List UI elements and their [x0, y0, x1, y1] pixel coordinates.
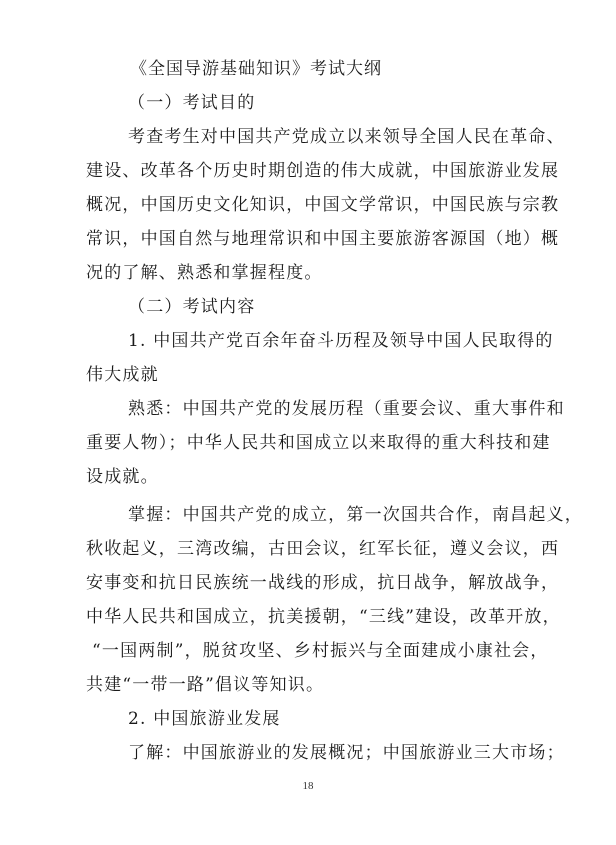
item-heading-tourism: 2. 中国旅游业发展 [128, 709, 281, 729]
paragraph-line: 秋收起义，三湾改编，古田会议，红军长征，遵义会议，西 [86, 539, 560, 559]
page-number: 18 [302, 780, 314, 792]
paragraph-line: 安事变和抗日民族统一战线的形成，抗日战争，解放战争， [86, 573, 560, 593]
paragraph-line: 常识，中国自然与地理常识和中国主要旅游客源国（地）概 [86, 229, 560, 249]
paragraph-line: 了解：中国旅游业的发展概况；中国旅游业三大市场； [128, 743, 565, 763]
document-title: 《全国导游基础知识》考试大纲 [130, 59, 382, 79]
paragraph-line: 掌握：中国共产党的成立，第一次国共合作，南昌起义， [128, 505, 583, 525]
paragraph-line: 重要人物）；中华人民共和国成立以来取得的重大科技和建 [86, 433, 551, 453]
paragraph-line: 中华人民共和国成立，抗美援朝，“三线”建设，改革开放， [86, 607, 561, 627]
paragraph-line: 考查考生对中国共产党成立以来领导全国人民在革命、 [128, 127, 565, 147]
paragraph-line: 况的了解、熟悉和掌握程度。 [86, 263, 323, 283]
paragraph-line: 建设、改革各个历史时期创造的伟大成就，中国旅游业发展 [86, 161, 560, 181]
paragraph-line: 设成就。 [86, 467, 159, 487]
item-heading-line: 1. 中国共产党百余年奋斗历程及领导中国人民取得的 [128, 331, 554, 351]
paragraph-line: 概况，中国历史文化知识，中国文学常识，中国民族与宗教 [86, 195, 560, 215]
section-heading-content: （二）考试内容 [128, 297, 256, 317]
paragraph-line: 共建“一带一路”倡议等知识。 [86, 675, 325, 695]
section-heading-purpose: （一）考试目的 [128, 93, 256, 113]
item-heading-line: 伟大成就 [86, 365, 159, 385]
paragraph-line: 熟悉：中国共产党的发展历程（重要会议、重大事件和 [128, 399, 565, 419]
paragraph-line: “一国两制”，脱贫攻坚、乡村振兴与全面建成小康社会， [92, 641, 549, 661]
